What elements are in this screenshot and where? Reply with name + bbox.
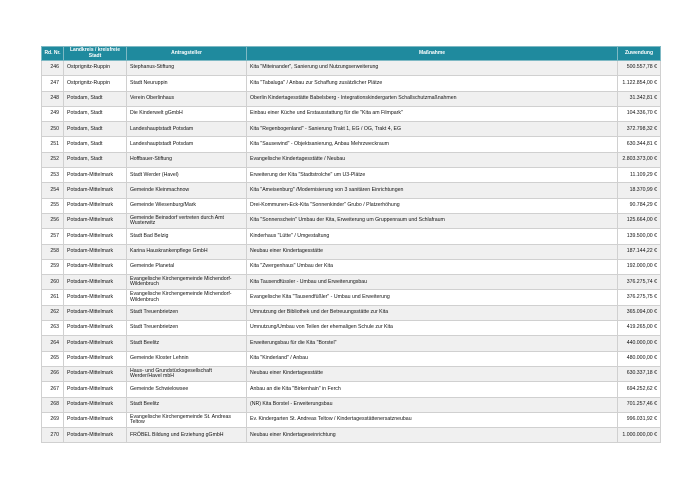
cell-zuwendung: 18.370,99 € <box>618 183 661 198</box>
table-row <box>42 61 661 76</box>
cell-nr: 255 <box>42 198 64 213</box>
table-row <box>42 382 661 397</box>
cell-zuwendung: 31.342,81 € <box>618 91 661 106</box>
cell-zuwendung: 419.265,00 € <box>618 321 661 336</box>
table-row <box>42 213 661 228</box>
cell-massnahme: Evangelische Kita "Tausendfüßler" - Umbau und Erweiterung <box>247 290 618 305</box>
cell-antragsteller: Stadt Werder (Havel) <box>127 168 247 183</box>
cell-landkreis: Potsdam-Mittelmark <box>64 183 127 198</box>
cell-antragsteller: Gemeinde Kleinmachnow <box>127 183 247 198</box>
cell-landkreis: Potsdam-Mittelmark <box>64 290 127 305</box>
header-antragsteller: Antragsteller <box>127 47 247 61</box>
cell-massnahme: Einbau einer Küche und Erstausstattung für die "Kita am Filmpark" <box>247 106 618 121</box>
cell-antragsteller: Die Kinderwelt gGmbH <box>127 106 247 121</box>
cell-massnahme: Oberlin Kindertagesstätte Babelsberg - Integrationskindergarten Schallschutzmaßnahmen <box>247 91 618 106</box>
cell-antragsteller: Gemeinde Schwielowsee <box>127 382 247 397</box>
cell-nr: 252 <box>42 152 64 167</box>
table-row <box>42 275 661 290</box>
header-zuwendung: Zuwendung <box>618 47 661 61</box>
cell-zuwendung: 1.000.000,00 € <box>618 428 661 443</box>
cell-nr: 267 <box>42 382 64 397</box>
cell-antragsteller: Haus- und Grundstücksgesellschaft Werder/Havel mbH <box>127 366 247 381</box>
cell-zuwendung: 440.000,00 € <box>618 336 661 351</box>
cell-nr: 260 <box>42 275 64 290</box>
cell-landkreis: Potsdam-Mittelmark <box>64 336 127 351</box>
cell-antragsteller: Hoffbauer-Stiftung <box>127 152 247 167</box>
cell-zuwendung: 630.337,18 € <box>618 366 661 381</box>
cell-zuwendung: 365.094,00 € <box>618 305 661 320</box>
table-row <box>42 76 661 91</box>
table-body <box>42 61 661 443</box>
table-row <box>42 168 661 183</box>
header-landkreis: Landkreis / kreisfreie Stadt <box>64 47 127 61</box>
cell-massnahme: Kita "Kinderland" / Anbau <box>247 351 618 366</box>
table-row <box>42 229 661 244</box>
cell-landkreis: Potsdam-Mittelmark <box>64 244 127 259</box>
cell-massnahme: Neubau einer Kindertagesstätte <box>247 244 618 259</box>
cell-zuwendung: 192.000,00 € <box>618 259 661 274</box>
cell-landkreis: Ostprignitz-Ruppin <box>64 61 127 76</box>
cell-zuwendung: 11.109,29 € <box>618 168 661 183</box>
cell-massnahme: Erweiterungsbau für die Kita "Borstel" <box>247 336 618 351</box>
cell-zuwendung: 500.557,78 € <box>618 61 661 76</box>
cell-massnahme: Ev. Kindergarten St. Andreas Teltow / Kindertagesstättenersatzneubau <box>247 412 618 427</box>
cell-nr: 269 <box>42 412 64 427</box>
cell-massnahme: Kinderhaus "Lütte" / Umgestaltung <box>247 229 618 244</box>
header-nr: Rd. Nr. <box>42 47 64 61</box>
table-header-row <box>42 47 661 61</box>
cell-landkreis: Potsdam-Mittelmark <box>64 275 127 290</box>
table-row <box>42 428 661 443</box>
cell-zuwendung: 630.344,81 € <box>618 137 661 152</box>
cell-nr: 248 <box>42 91 64 106</box>
cell-nr: 268 <box>42 397 64 412</box>
cell-zuwendung: 376.275,74 € <box>618 275 661 290</box>
cell-antragsteller: Landeshauptstadt Potsdam <box>127 137 247 152</box>
cell-landkreis: Potsdam-Mittelmark <box>64 259 127 274</box>
table-row <box>42 259 661 274</box>
cell-massnahme: Kita "Sonnenschein" Umbau der Kita, Erweiterung um Gruppenraum und Schlafraum <box>247 213 618 228</box>
cell-antragsteller: Stadt Treuenbrietzen <box>127 305 247 320</box>
cell-massnahme: Anbau an die Kita "Birkenhain" in Ferch <box>247 382 618 397</box>
cell-nr: 250 <box>42 122 64 137</box>
cell-massnahme: Kita "Miteinander", Sanierung und Nutzungserweiterung <box>247 61 618 76</box>
cell-nr: 262 <box>42 305 64 320</box>
cell-zuwendung: 2.803.373,00 € <box>618 152 661 167</box>
cell-zuwendung: 372.798,32 € <box>618 122 661 137</box>
cell-landkreis: Potsdam, Stadt <box>64 106 127 121</box>
table-row <box>42 122 661 137</box>
cell-nr: 249 <box>42 106 64 121</box>
cell-nr: 258 <box>42 244 64 259</box>
cell-landkreis: Potsdam-Mittelmark <box>64 412 127 427</box>
cell-nr: 246 <box>42 61 64 76</box>
cell-zuwendung: 694.252,62 € <box>618 382 661 397</box>
cell-antragsteller: Stadt Treuenbrietzen <box>127 321 247 336</box>
cell-nr: 266 <box>42 366 64 381</box>
table-row <box>42 412 661 427</box>
cell-antragsteller: Gemeinde Kloster Lehnin <box>127 351 247 366</box>
cell-massnahme: Kita "Sausewind" - Objektsanierung, Anbau Mehrzweckraum <box>247 137 618 152</box>
table-row <box>42 290 661 305</box>
table-row <box>42 351 661 366</box>
cell-massnahme: Erweiterung der Kita "Stadtstrolche" um U3-Plätze <box>247 168 618 183</box>
cell-landkreis: Ostprignitz-Ruppin <box>64 76 127 91</box>
cell-massnahme: Neubau einer Kindertagesstätte <box>247 366 618 381</box>
cell-nr: 256 <box>42 213 64 228</box>
cell-nr: 251 <box>42 137 64 152</box>
cell-antragsteller: Gemeinde Planetal <box>127 259 247 274</box>
cell-landkreis: Potsdam, Stadt <box>64 137 127 152</box>
cell-massnahme: Evangelische Kindertagesstätte / Neubau <box>247 152 618 167</box>
cell-landkreis: Potsdam-Mittelmark <box>64 366 127 381</box>
cell-nr: 261 <box>42 290 64 305</box>
cell-antragsteller: Stephanus-Stiftung <box>127 61 247 76</box>
cell-antragsteller: Landeshauptstadt Potsdam <box>127 122 247 137</box>
table-row <box>42 336 661 351</box>
cell-zuwendung: 701.257,46 € <box>618 397 661 412</box>
table-row <box>42 183 661 198</box>
cell-antragsteller: Stadt Neuruppin <box>127 76 247 91</box>
cell-nr: 253 <box>42 168 64 183</box>
table-row <box>42 366 661 381</box>
cell-antragsteller: FRÖBEL Bildung und Erziehung gGmbH <box>127 428 247 443</box>
table-row <box>42 137 661 152</box>
cell-antragsteller: Gemeinde Wiesenburg/Mark <box>127 198 247 213</box>
cell-zuwendung: 996.031,92 € <box>618 412 661 427</box>
cell-massnahme: Umnutzung/Umbau von Teilen der ehemaligen Schule zur Kita <box>247 321 618 336</box>
cell-antragsteller: Gemeinde Beinsdorf vertreten durch Amt Wusterwitz <box>127 213 247 228</box>
cell-zuwendung: 376.275,75 € <box>618 290 661 305</box>
cell-zuwendung: 139.500,00 € <box>618 229 661 244</box>
cell-landkreis: Potsdam, Stadt <box>64 122 127 137</box>
cell-massnahme: Neubau einer Kindertageseinrichtung <box>247 428 618 443</box>
cell-nr: 247 <box>42 76 64 91</box>
cell-landkreis: Potsdam-Mittelmark <box>64 198 127 213</box>
cell-antragsteller: Evangelische Kirchengemeinde St. Andreas Teltow <box>127 412 247 427</box>
cell-nr: 265 <box>42 351 64 366</box>
cell-massnahme: Umnutzung der Bibliothek und der Betreuungsstätte zur Kita <box>247 305 618 320</box>
cell-antragsteller: Evangelische Kirchengemeinde Michendorf-Wildenbruch <box>127 275 247 290</box>
cell-massnahme: Kita "Regenbogenland" - Sanierung Trakt 1, EG / OG, Trakt 4, EG <box>247 122 618 137</box>
table-row <box>42 397 661 412</box>
header-massnahme: Maßnahme <box>247 47 618 61</box>
cell-nr: 259 <box>42 259 64 274</box>
table-row <box>42 198 661 213</box>
cell-nr: 270 <box>42 428 64 443</box>
cell-massnahme: Kita "Zwergenhaus" Umbau der Kita <box>247 259 618 274</box>
cell-massnahme: Kita "Tabaluga" / Anbau zur Schaffung zusätzlicher Plätze <box>247 76 618 91</box>
cell-massnahme: (NR) Kita Borstel - Erweiterungsbau <box>247 397 618 412</box>
cell-zuwendung: 90.784,29 € <box>618 198 661 213</box>
cell-zuwendung: 125.664,00 € <box>618 213 661 228</box>
table-row <box>42 305 661 320</box>
cell-massnahme: Kita Tausendfüssler - Umbau und Erweiterungsbau <box>247 275 618 290</box>
cell-massnahme: Kita "Ameisenburg" /Modernisierung von 3 sanitären Einrichtungen <box>247 183 618 198</box>
table-row <box>42 91 661 106</box>
cell-landkreis: Potsdam-Mittelmark <box>64 382 127 397</box>
cell-landkreis: Potsdam-Mittelmark <box>64 229 127 244</box>
cell-antragsteller: Stadt Beelitz <box>127 336 247 351</box>
cell-zuwendung: 187.144,22 € <box>618 244 661 259</box>
table-row <box>42 106 661 121</box>
cell-landkreis: Potsdam-Mittelmark <box>64 397 127 412</box>
cell-zuwendung: 104.336,70 € <box>618 106 661 121</box>
table-row <box>42 152 661 167</box>
cell-landkreis: Potsdam-Mittelmark <box>64 213 127 228</box>
cell-antragsteller: Karina Hauskrankenpflege GmbH <box>127 244 247 259</box>
table-row <box>42 321 661 336</box>
cell-zuwendung: 480.000,00 € <box>618 351 661 366</box>
cell-zuwendung: 1.122.854,00 € <box>618 76 661 91</box>
cell-landkreis: Potsdam-Mittelmark <box>64 321 127 336</box>
cell-landkreis: Potsdam-Mittelmark <box>64 168 127 183</box>
cell-antragsteller: Stadt Beelitz <box>127 397 247 412</box>
table-row <box>42 244 661 259</box>
cell-landkreis: Potsdam, Stadt <box>64 91 127 106</box>
cell-nr: 254 <box>42 183 64 198</box>
cell-nr: 263 <box>42 321 64 336</box>
cell-massnahme: Drei-Kommunen-Eck-Kita "Sonnenkinder" Grubo / Platzerhöhung <box>247 198 618 213</box>
cell-antragsteller: Stadt Bad Belzig <box>127 229 247 244</box>
cell-landkreis: Potsdam-Mittelmark <box>64 351 127 366</box>
cell-landkreis: Potsdam-Mittelmark <box>64 428 127 443</box>
cell-antragsteller: Verein Oberlinhaus <box>127 91 247 106</box>
cell-antragsteller: Evangelische Kirchengemeinde Michendorf-Wildenbruch <box>127 290 247 305</box>
cell-landkreis: Potsdam, Stadt <box>64 152 127 167</box>
cell-nr: 264 <box>42 336 64 351</box>
cell-nr: 257 <box>42 229 64 244</box>
funding-table <box>41 46 661 443</box>
cell-landkreis: Potsdam-Mittelmark <box>64 305 127 320</box>
